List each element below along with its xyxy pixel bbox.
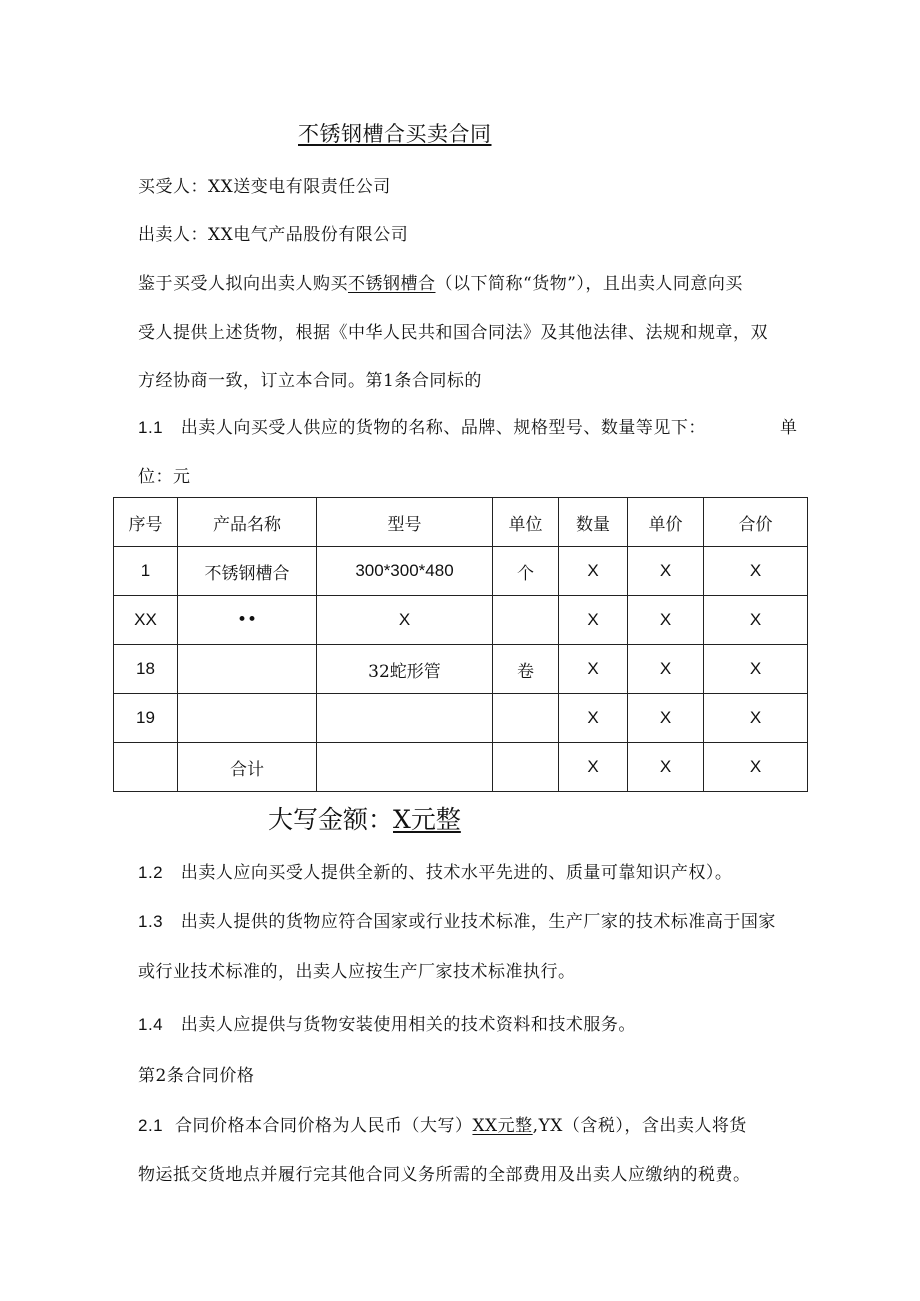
table-cell: X [704, 645, 808, 694]
table-cell: X [704, 743, 808, 792]
clause-1-3-line-2: 或行业技术标准的，出卖人应按生产厂家技术标准执行。 [138, 962, 576, 982]
seller-line: 出卖人：XX电气产品股份有限公司 [138, 225, 409, 245]
clause-1-3-line-1 [138, 907, 776, 932]
header-cell: 数量 [559, 498, 628, 547]
intro-line-3: 方经协商一致，订立本合同。第1条合同标的 [138, 371, 482, 391]
clause-1-1 [138, 413, 706, 438]
table-cell: X [704, 694, 808, 743]
table-cell: X [317, 596, 493, 645]
table-cell [114, 743, 178, 792]
header-cell: 序号 [114, 498, 178, 547]
table-cell: X [628, 596, 704, 645]
table-cell: X [559, 596, 628, 645]
title-text: 不锈钢槽合买卖合同 [298, 122, 492, 146]
table-cell: X [628, 743, 704, 792]
clause-2-1-line-1 [138, 1111, 747, 1136]
table-cell: X [704, 596, 808, 645]
clause-number: 1.4 [138, 1015, 164, 1034]
buyer-line: 买受人：XX送变电有限责任公司 [138, 177, 391, 197]
clause-number: 1.1 [138, 418, 164, 437]
table-cell [493, 596, 559, 645]
table-cell: 1 [114, 547, 178, 596]
table-header-row [114, 498, 808, 547]
table-cell: 32蛇形管 [317, 645, 493, 694]
table-cell: 300*300*480 [317, 547, 493, 596]
table-cell [178, 694, 317, 743]
amount-value: X元整 [393, 805, 461, 834]
clause-text: 出卖人应向买受人提供全新的、技术水平先进的、质量可靠知识产权）。 [180, 863, 733, 883]
table-cell: 个 [493, 547, 559, 596]
table-cell: XX [114, 596, 178, 645]
clause-text: 出卖人向买受人供应的货物的名称、品牌、规格型号、数量等见下： [180, 418, 706, 438]
table-total-row [114, 743, 808, 792]
clause-text-b: ,YX（含税），含出卖人将货 [532, 1116, 747, 1136]
table-row [114, 694, 808, 743]
table-cell: X [704, 547, 808, 596]
table-cell [317, 743, 493, 792]
unit-label-a: 单 [780, 418, 798, 438]
table-row [114, 596, 808, 645]
intro-goods-name: 不锈钢槽合 [348, 274, 436, 294]
intro-line-2: 受人提供上述货物，根据《中华人民共和国合同法》及其他法律、法规和规章，双 [138, 323, 768, 343]
table-cell: 不锈钢槽合 [178, 547, 317, 596]
header-cell: 产品名称 [178, 498, 317, 547]
table-cell: 19 [114, 694, 178, 743]
intro-line-1 [138, 269, 743, 294]
table-cell: X [628, 694, 704, 743]
amount-label: 大写金额： [268, 805, 394, 834]
clause-number: 1.2 [138, 863, 164, 882]
table-cell [317, 694, 493, 743]
amount-in-words [268, 800, 461, 836]
intro-text-a: 鉴于买受人拟向出卖人购买 [138, 274, 348, 294]
clause-number: 2.1 [138, 1116, 164, 1135]
header-cell: 单位 [493, 498, 559, 547]
table-cell: 18 [114, 645, 178, 694]
clause-1-4 [138, 1010, 636, 1035]
clause-number: 1.3 [138, 912, 164, 931]
table-cell [178, 645, 317, 694]
table-cell: •• [178, 596, 317, 645]
table-cell: 卷 [493, 645, 559, 694]
contract-amount: XX元整 [472, 1116, 533, 1136]
intro-text-b: （以下简称“货物”），且出卖人同意向买 [435, 274, 743, 294]
table-row [114, 547, 808, 596]
table-cell: 合计 [178, 743, 317, 792]
document-title [298, 118, 492, 148]
table-cell: X [559, 645, 628, 694]
header-cell: 单价 [628, 498, 704, 547]
table-cell [493, 743, 559, 792]
table-cell [493, 694, 559, 743]
clause-text: 出卖人提供的货物应符合国家或行业技术标准，生产厂家的技术标准高于国家 [180, 912, 776, 932]
table-cell: X [559, 694, 628, 743]
unit-label-b: 位：元 [138, 467, 191, 487]
table-cell: X [628, 547, 704, 596]
table-cell: X [559, 743, 628, 792]
clause-text-a: 合同价格本合同价格为人民币（大写） [174, 1116, 473, 1136]
clause-2-1-line-2: 物运抵交货地点并履行完其他合同义务所需的全部费用及出卖人应缴纳的税费。 [138, 1165, 751, 1185]
clause-1-2 [138, 858, 732, 883]
article-2-heading: 第2条合同价格 [138, 1066, 255, 1086]
header-cell: 合价 [704, 498, 808, 547]
table-row [114, 645, 808, 694]
clause-text: 出卖人应提供与货物安装使用相关的技术资料和技术服务。 [180, 1015, 636, 1035]
header-cell: 型号 [317, 498, 493, 547]
table-cell: X [559, 547, 628, 596]
goods-table [113, 497, 808, 792]
table-cell: X [628, 645, 704, 694]
